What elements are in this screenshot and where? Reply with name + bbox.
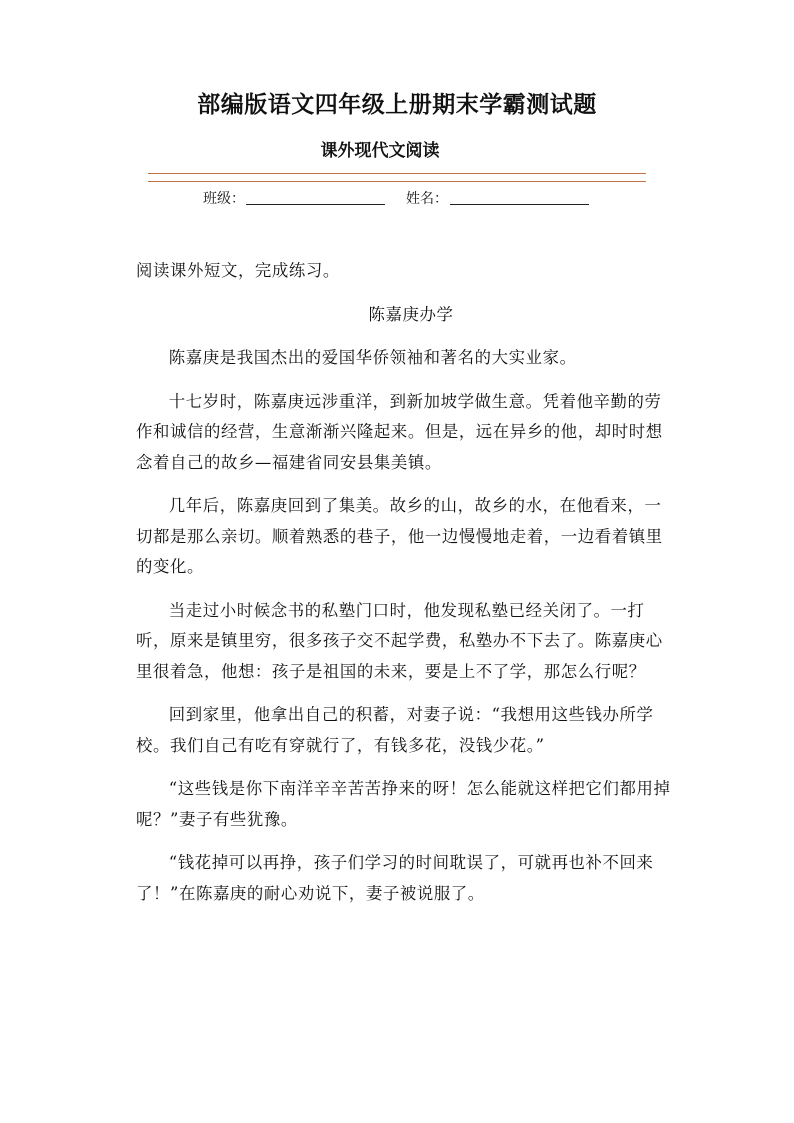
name-blank-line [450, 204, 589, 205]
class-label: 班级： [203, 190, 245, 206]
header-divider-top [148, 173, 646, 174]
class-blank-line [246, 204, 385, 205]
paragraph-2: 十七岁时，陈嘉庚远涉重洋，到新加坡学做生意。凭着他辛勤的劳作和诚信的经营，生意渐渐兴隆起来。但是，远在异乡的他，却时时想念着自己的故乡—福建省同安县集美镇。 [136, 391, 663, 472]
paragraph-5: 回到家里，他拿出自己的积蓄，对妻子说：“我想用这些钱办所学校。我们自己有吃有穿就行了，有钱多花，没钱少花。” [136, 705, 654, 755]
header-divider-bottom [148, 181, 646, 182]
student-info-row [0, 186, 794, 208]
reading-section [136, 256, 676, 922]
paragraph-1: 陈嘉庚是我国杰出的爱国华侨领袖和著名的大实业家。 [168, 348, 577, 367]
name-label: 姓名： [406, 190, 448, 206]
paragraph-6: “这些钱是你下南洋辛辛苦苦挣来的呀！怎么能就这样把它们都用掉呢？”妻子有些犹豫。 [136, 779, 671, 829]
paragraph-4: 当走过小时候念书的私塾门口时，他发现私塾已经关闭了。一打听，原来是镇里穷，很多孩子交不起学费，私塾办不下去了。陈嘉庚心里很着急，他想：孩子是祖国的未来，要是上不了学，那怎么行呢？ [136, 600, 663, 681]
paragraph-7: “钱花掉可以再挣，孩子们学习的时间耽误了，可就再也补不回来了！”在陈嘉庚的耐心劝说下，妻子被说服了。 [136, 853, 654, 903]
page-subtitle: 课外现代文阅读 [320, 141, 440, 161]
passage-title: 陈嘉庚办学 [368, 304, 454, 324]
page-title: 部编版语文四年级上册期末学霸测试题 [197, 91, 597, 118]
instruction-text: 阅读课外短文，完成练习。 [136, 261, 340, 280]
paragraph-3: 几年后，陈嘉庚回到了集美。故乡的山，故乡的水，在他看来，一切都是那么亲切。顺着熟悉的巷子，他一边慢慢地走着，一边看着镇里的变化。 [136, 496, 663, 576]
